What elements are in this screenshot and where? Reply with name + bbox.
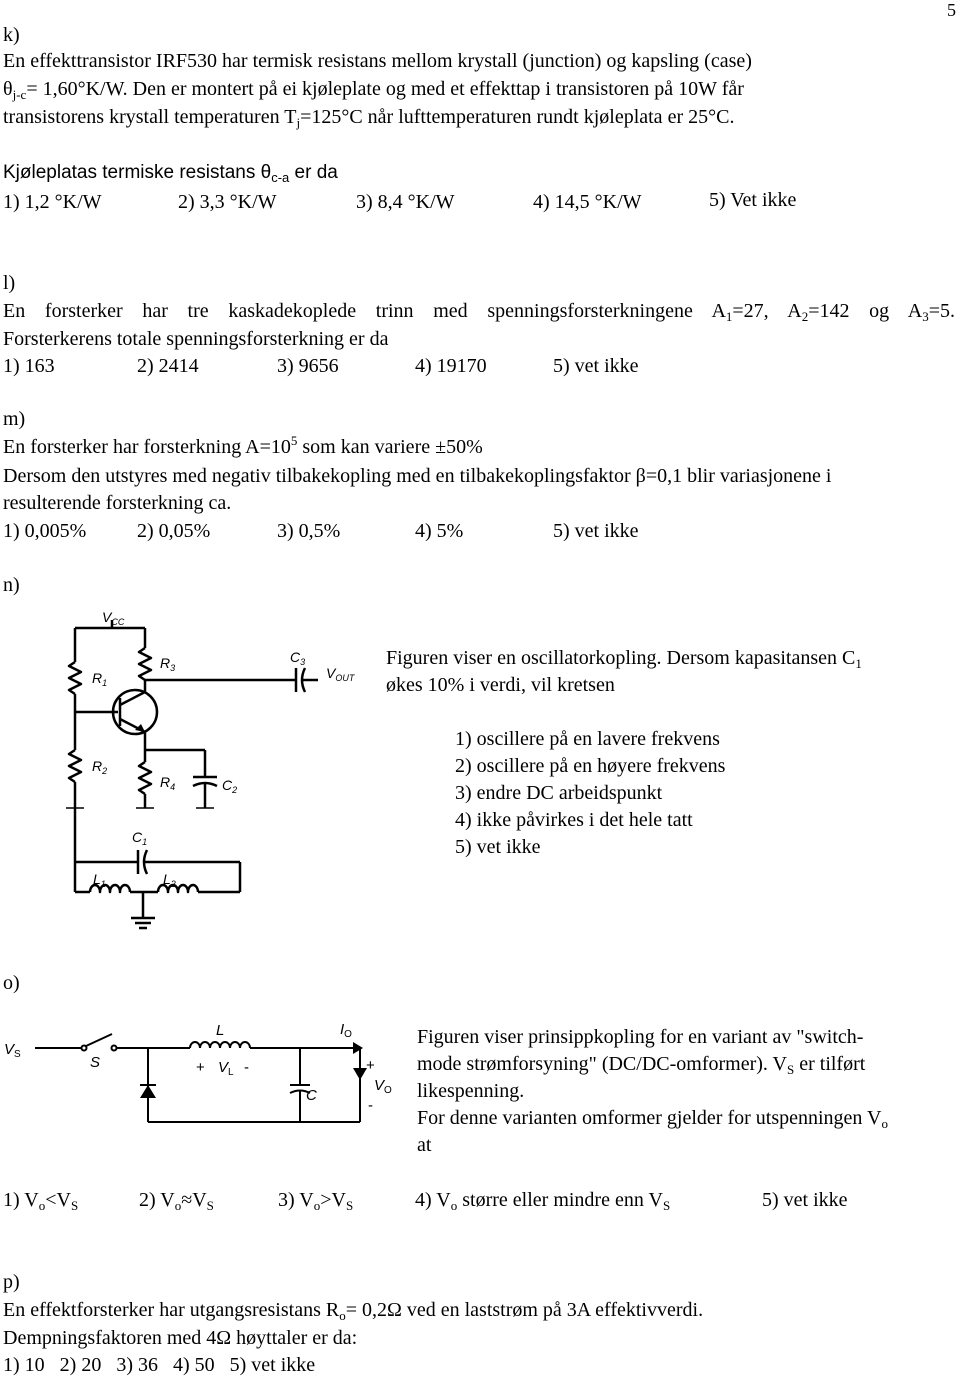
circuit-label: $V_{CC}$ [102, 609, 125, 627]
circuit-label: - [244, 1059, 249, 1076]
question-m-text: Dersom den utstyres med negativ tilbakekopling med en tilbakekoplingsfaktor β=0,1 blir variasjonene i [3, 465, 832, 487]
oscillator-circuit-diagram [0, 600, 380, 950]
question-p-text: En effektforsterker har utgangsresistans $R_o= 0,2\Omega$ ved en laststrøm på 3A effektivverdi. [3, 1299, 704, 1323]
answer-option: 1) 1,2 °K/W [3, 191, 102, 213]
circuit-label: $R_4$ [160, 774, 176, 792]
answer-option: 3) endre DC arbeidspunkt [455, 782, 663, 804]
question-k-text: En effekttransistor IRF530 har termisk resistans mellom krystall (junction) og kapsling (case) [3, 50, 752, 72]
question-o-label: o) [3, 972, 20, 994]
switch-mode-circuit-diagram [0, 1010, 400, 1130]
answer-option: 1) $V_o<V_S$ [3, 1189, 79, 1213]
question-m-text: En forsterker har forsterkning $A=10^5$ som kan variere ±50% [3, 433, 483, 458]
circuit-label: $V_O$ [374, 1077, 392, 1096]
question-k-text: transistorens krystall temperaturen $T_j=125^\circ C$ når lufttemperaturen rundt kjøleplata er 25°C. [3, 106, 735, 130]
circuit-label: $V_L$ [218, 1059, 234, 1078]
circuit-label: $C_1$ [132, 829, 148, 847]
question-m-text: resulterende forsterkning ca. [3, 492, 232, 514]
answer-option: 5) vet ikke [455, 836, 541, 858]
circuit-label: $L_1$ [93, 871, 106, 889]
answer-option: 3) 8,4 °K/W [356, 191, 455, 213]
question-k-label: k) [3, 24, 20, 46]
page-number: 5 [947, 0, 956, 20]
circuit-label: $R_1$ [92, 670, 108, 688]
question-l-prompt: Forsterkerens totale spenningsforsterkning er da [3, 328, 389, 350]
answer-option: 4) ikke påvirkes i det hele tatt [455, 809, 693, 831]
answer-option: 5) vet ikke [553, 520, 639, 542]
circuit-label: C [306, 1087, 317, 1104]
answer-option: 4) 14,5 °K/W [533, 191, 642, 213]
question-n-text: økes 10% i verdi, vil kretsen [386, 674, 615, 696]
answer-option: 3) 0,5% [277, 520, 341, 542]
question-l-text: En forsterker har tre kaskadekoplede trinn med spenningsforsterkningene $A_1=27$, $A_2=142$ og $A_3=5$. [3, 300, 955, 324]
answer-option: 1) 0,005% [3, 520, 87, 542]
circuit-label: $V_S$ [4, 1041, 21, 1060]
answer-option: 2) oscillere på en høyere frekvens [455, 755, 726, 777]
circuit-label: + [196, 1059, 205, 1076]
question-m-label: m) [3, 408, 26, 430]
answer-option: 2) $V_o\approx V_S$ [139, 1189, 214, 1213]
circuit-label: $R_2$ [92, 758, 108, 776]
answer-options: 1) 10 2) 20 3) 36 4) 50 5) vet ikke [3, 1354, 316, 1376]
question-k-prompt: Kjøleplatas termiske resistans $\theta_{c-a}$ er da [3, 162, 338, 185]
circuit-label: $I_O$ [340, 1021, 352, 1040]
circuit-label: $C_3$ [290, 649, 306, 667]
circuit-label: $R_3$ [160, 655, 176, 673]
question-o-text: likespenning. [417, 1080, 525, 1102]
answer-option: 3) 9656 [277, 355, 339, 377]
question-o-text: at [417, 1134, 432, 1156]
answer-option: 5) vet ikke [762, 1189, 848, 1211]
question-p-prompt: Dempningsfaktoren med 4Ω høyttaler er da: [3, 1327, 358, 1349]
question-n-label: n) [3, 574, 20, 596]
answer-option: 4) 19170 [415, 355, 487, 377]
circuit-label: + [366, 1057, 375, 1074]
circuit-label: - [368, 1097, 373, 1114]
circuit-label: L [216, 1022, 225, 1039]
answer-option: 1) 163 [3, 355, 55, 377]
answer-option: 4) $V_o$ større eller mindre enn $V_S$ [415, 1189, 671, 1213]
answer-option: 5) Vet ikke [709, 189, 797, 211]
answer-option: 2) 3,3 °K/W [178, 191, 277, 213]
question-o-text: Figuren viser prinsippkopling for en variant av "switch- [417, 1026, 864, 1048]
question-o-text: For denne varianten omformer gjelder for utspenningen $V_o$ [417, 1107, 888, 1131]
answer-option: 4) 5% [415, 520, 464, 542]
answer-option: 3) $V_o>V_S$ [278, 1189, 354, 1213]
question-l-label: l) [3, 272, 16, 294]
answer-option: 2) 2414 [137, 355, 199, 377]
question-n-text: Figuren viser en oscillatorkopling. Dersom kapasitansen $C_1$ [386, 647, 862, 671]
circuit-label: $C_2$ [222, 777, 238, 795]
question-o-text: mode strømforsyning" (DC/DC-omformer). $V_S$ er tilført [417, 1053, 866, 1077]
circuit-label: $L_2$ [163, 871, 176, 889]
circuit-label: S [90, 1054, 101, 1071]
question-p-label: p) [3, 1271, 20, 1293]
answer-option: 1) oscillere på en lavere frekvens [455, 728, 720, 750]
answer-option: 5) vet ikke [553, 355, 639, 377]
answer-option: 2) 0,05% [137, 520, 211, 542]
circuit-label: $V_{OUT}$ [326, 665, 355, 683]
question-k-text: $\theta_{j-c}= 1,60^\circ K/W$. Den er montert på ei kjøleplate og med et effekttap i transistoren på 10W får [3, 78, 744, 102]
